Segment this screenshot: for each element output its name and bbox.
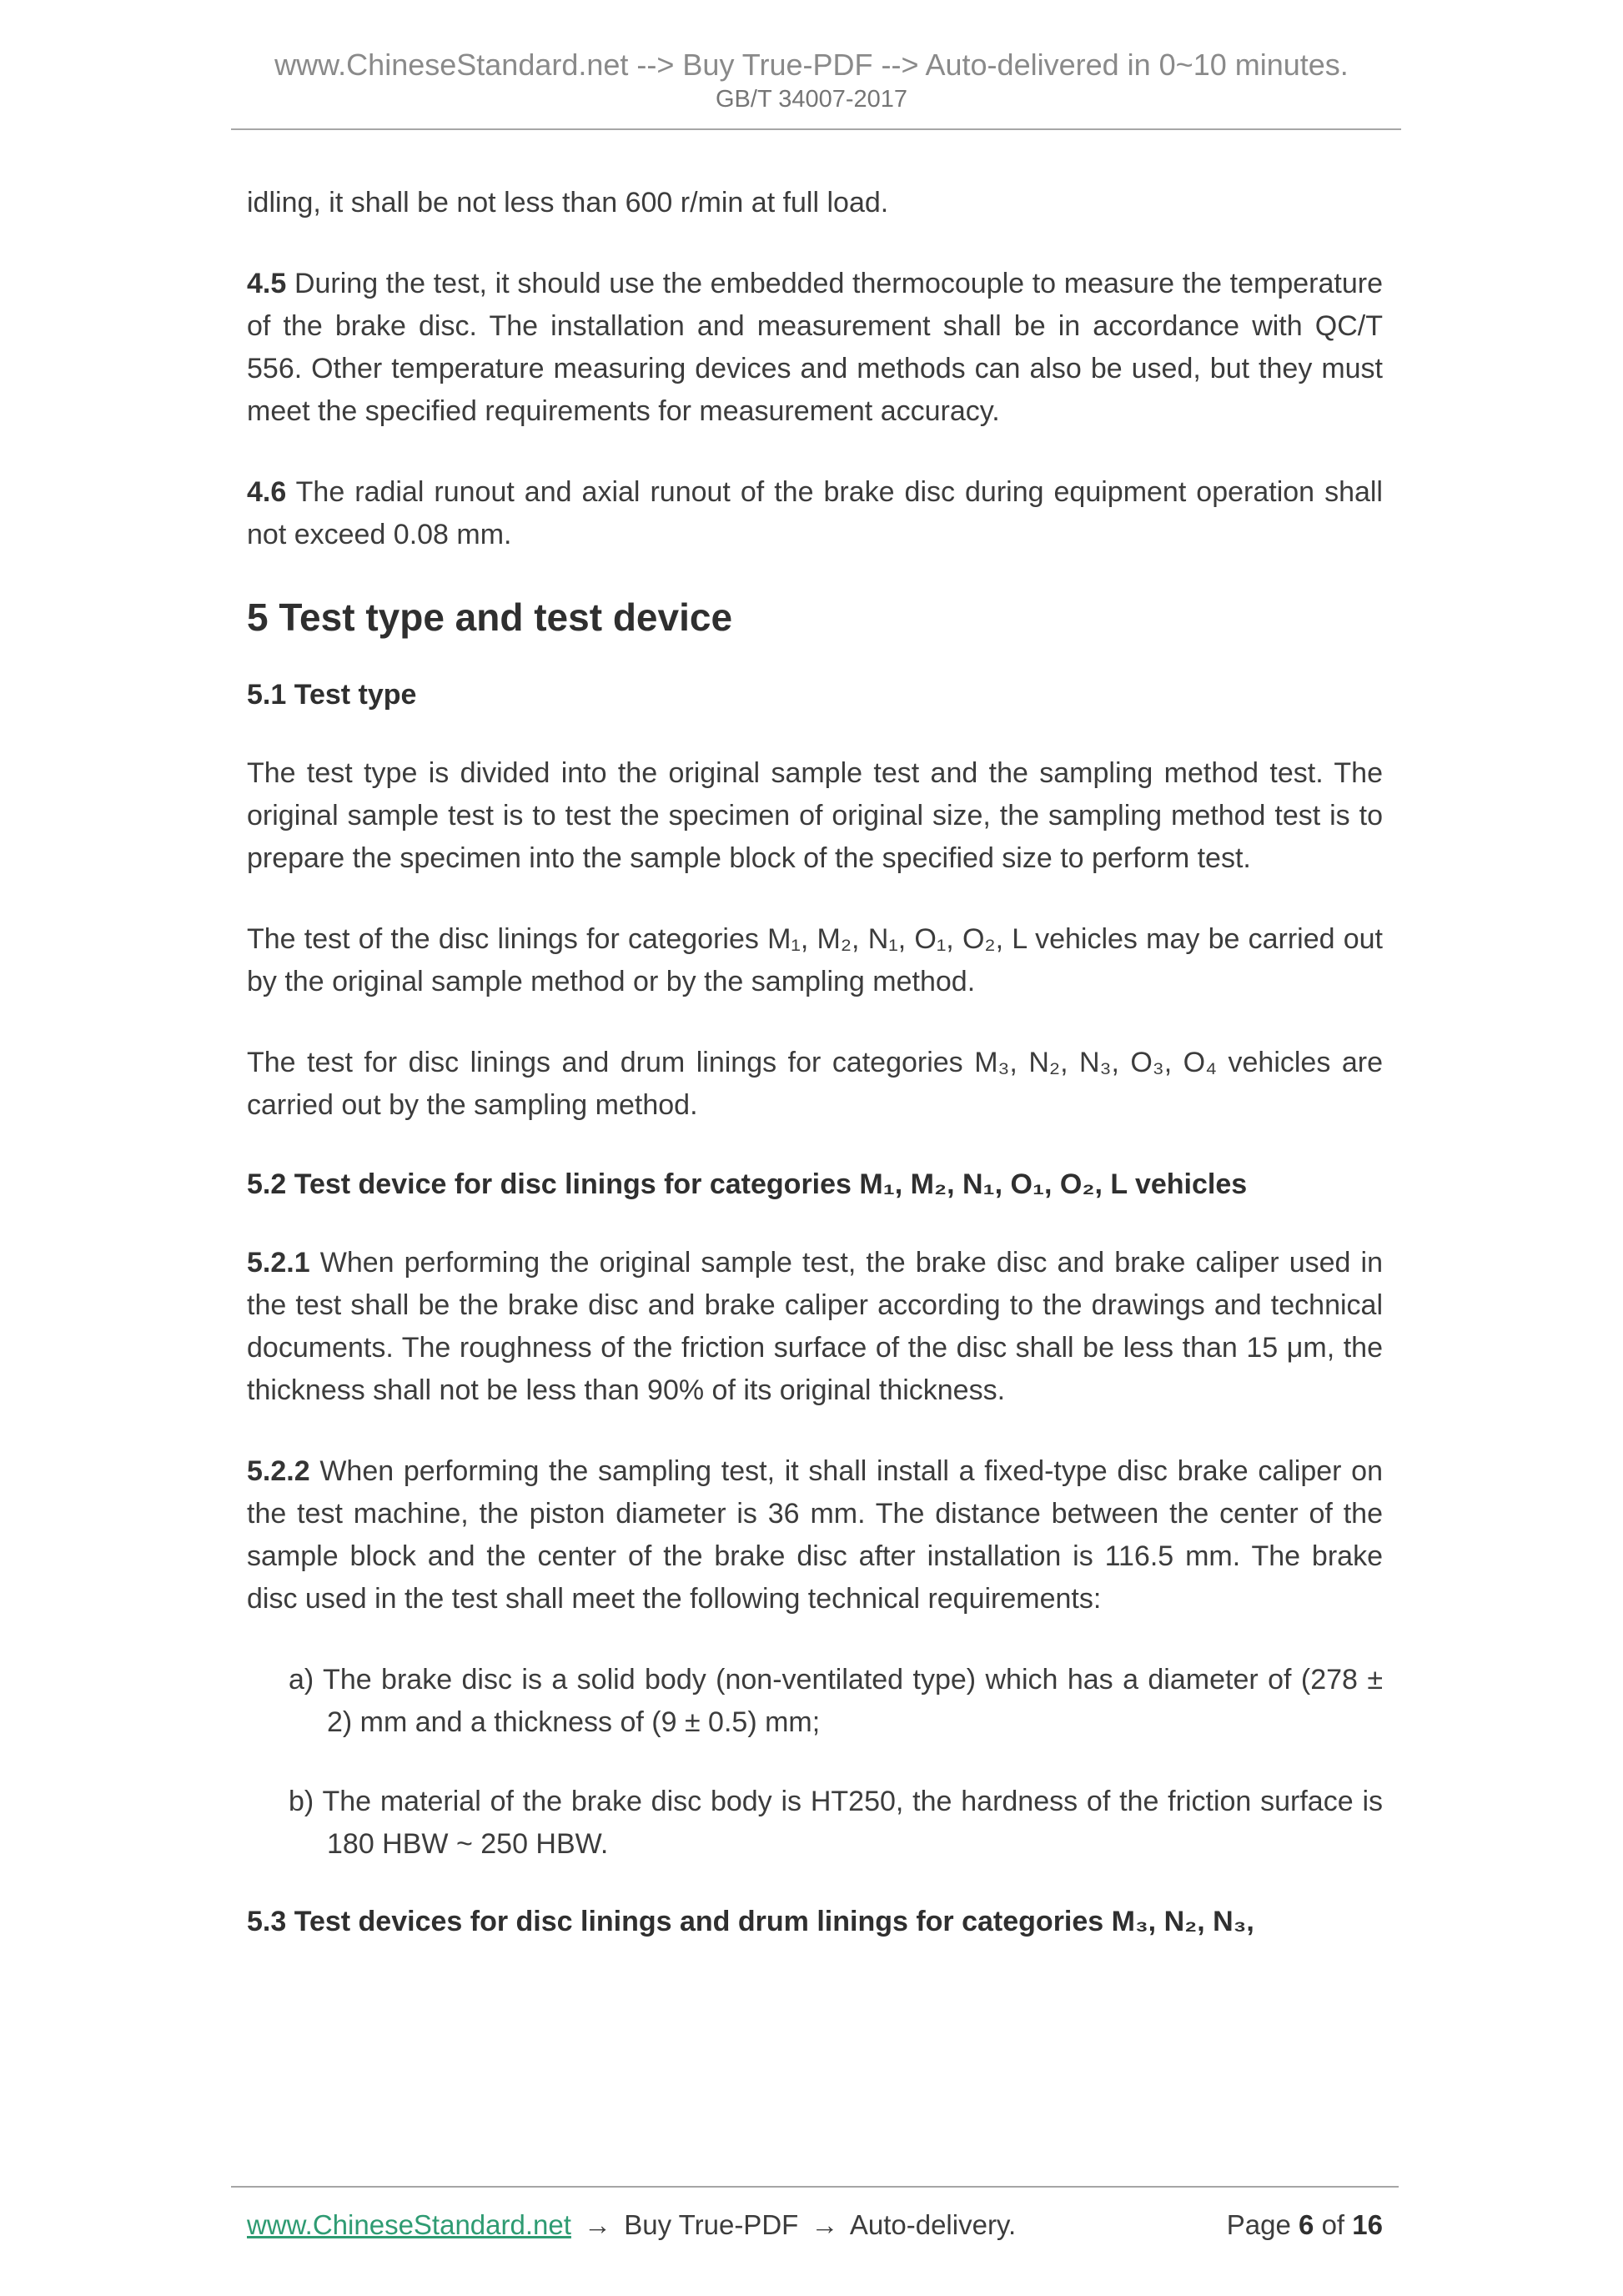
paragraph-4-6: [247, 471, 1383, 556]
arrow-right-icon: →: [584, 2209, 612, 2240]
clause-text-5-2-1: When performing the original sample test, the brake disc and brake caliper used in the test shall be the brake disc and brake caliper according to the drawings and technical documents. The roughness of the friction surface of the disc shall be less than 15 μm, the thickness shall not be less than 90% of its original thickness.: [247, 1246, 1383, 1406]
clause-number-5-2-1: 5.2.1: [247, 1246, 310, 1279]
list-marker-a: a): [289, 1663, 314, 1696]
page-total: 16: [1352, 2209, 1383, 2240]
list-item-a: [247, 1659, 1383, 1744]
paragraph-idling: idling, it shall be not less than 600 r/min at full load.: [247, 187, 889, 219]
clause-number-4-6: 4.6: [247, 476, 287, 509]
clause-text-4-6: The radial runout and axial runout of the brake disc during equipment operation shall not exceed 0.08 mm.: [247, 476, 1383, 551]
list-item-b: [247, 1781, 1383, 1866]
footer-left: [247, 2209, 1016, 2241]
footer-delivery-text: Auto-delivery.: [849, 2209, 1017, 2240]
paragraph-disc-linings-m1: The test of the disc linings for categories M₁, M₂, N₁, O₁, O₂, L vehicles may be carried out by the original sample method or by the sampling method.: [247, 922, 1383, 997]
subheading-5-3: 5.3 Test devices for disc linings and drum linings for categories M₃, N₂, N₃,: [247, 1905, 1254, 1937]
page-of-label: of: [1321, 2209, 1345, 2240]
footer-site-link[interactable]: www.ChineseStandard.net: [247, 2209, 571, 2240]
paragraph-disc-drum-m3: The test for disc linings and drum linings for categories M₃, N₂, N₃, O₃, O₄ vehicles are carried out by the sampling method.: [247, 1046, 1383, 1121]
doc-number: GB/T 34007-2017: [715, 86, 908, 113]
section-heading-5: 5 Test type and test device: [247, 595, 733, 640]
subheading-5-2: 5.2 Test device for disc linings for categories M₁, M₂, N₁, O₁, O₂, L vehicles: [247, 1168, 1248, 1200]
arrow-right-icon: →: [811, 2209, 839, 2240]
header-promo-text: www.ChineseStandard.net --> Buy True-PDF --> Auto-delivered in 0~10 minutes.: [274, 48, 1349, 82]
paragraph-4-5: [247, 263, 1383, 433]
clause-number-5-2-2: 5.2.2: [247, 1454, 310, 1487]
page-footer: [247, 2186, 1383, 2241]
clause-number-4-5: 4.5: [247, 268, 287, 300]
list-text-a: The brake disc is a solid body (non-ventilated type) which has a diameter of (278 ± 2) mm and a thickness of (9 ± 0.5) mm;: [323, 1663, 1383, 1738]
list-marker-b: b): [289, 1785, 314, 1817]
paragraph-test-type: The test type is divided into the original sample test and the sampling method test. The original sample test is to test the specimen of original size, the sampling method test is to prepare the specimen into the sample block of the specified size to perform test.: [247, 756, 1383, 874]
page-label: Page: [1226, 2209, 1291, 2240]
footer-row: [247, 2188, 1383, 2241]
subheading-5-1: 5.1 Test type: [247, 679, 417, 711]
paragraph-5-2-2: [247, 1450, 1383, 1620]
clause-text-4-5: During the test, it should use the embedded thermocouple to measure the temperature of the brake disc. The installation and measurement shall be in accordance with QC/T 556. Other temperature measuring devices and methods can also be used, but they must meet the specified requirements for measurement accuracy.: [247, 268, 1383, 428]
clause-text-5-2-2: When performing the sampling test, it shall install a fixed-type disc brake caliper on the test machine, the piston diameter is 36 mm. The distance between the center of the sample block and the center of the brake disc after installation is 116.5 mm. The brake disc used in the test shall meet the following technical requirements:: [247, 1454, 1383, 1615]
page-header: [0, 0, 1623, 130]
list-text-b: The material of the brake disc body is HT250, the hardness of the friction surface is 180 HBW ~ 250 HBW.: [322, 1785, 1383, 1860]
header-divider: [231, 128, 1401, 130]
footer-buy-text: Buy True-PDF: [624, 2209, 799, 2240]
page-indicator: [1227, 2209, 1383, 2241]
paragraph-5-2-1: [247, 1242, 1383, 1412]
page-current: 6: [1299, 2209, 1314, 2240]
document-body: [247, 182, 1383, 1942]
